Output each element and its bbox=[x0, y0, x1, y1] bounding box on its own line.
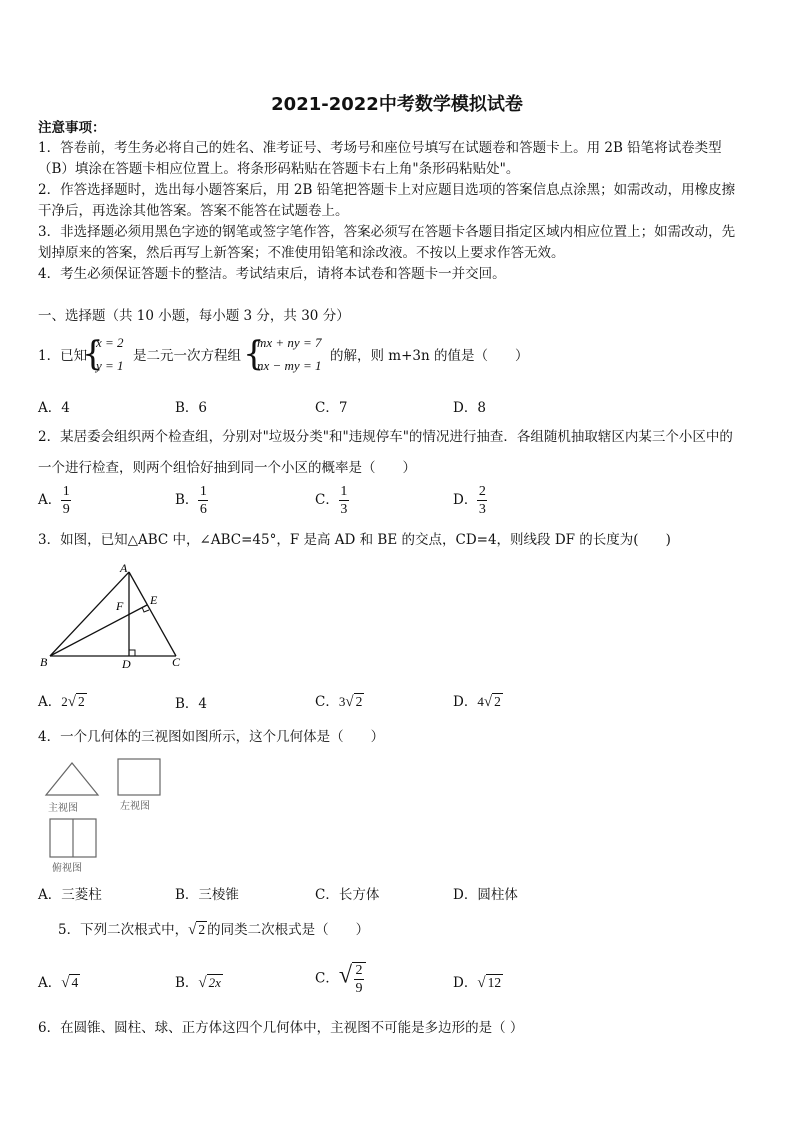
denominator: 3 bbox=[478, 502, 486, 517]
label-e: E bbox=[150, 593, 158, 607]
q1-option-c: C．7 bbox=[315, 400, 348, 416]
notice-line: 2．作答选择题时，选出每小题答案后，用 2B 铅笔把答题卡上对应题目选项的答案信息点涂黑；如需改动，用橡皮擦 bbox=[38, 182, 736, 198]
notice-line: 4．考生必须保证答题卡的整洁。考试结束后，请将本试卷和答题卡一并交回。 bbox=[38, 266, 506, 282]
fraction bbox=[339, 484, 349, 517]
denominator: 3 bbox=[340, 502, 348, 517]
q3-option-b: B．4 bbox=[175, 696, 208, 712]
q4-three-views-figure bbox=[40, 755, 170, 875]
segment-ab bbox=[50, 572, 129, 656]
q2-line-2: 一个进行检查，则两个组恰好抽到同一个小区的概率是（ ） bbox=[38, 460, 416, 476]
segment-ac bbox=[129, 572, 176, 656]
option-label: A． bbox=[38, 694, 62, 710]
option-label: A． bbox=[38, 975, 62, 991]
q1-brace-1: { bbox=[82, 334, 104, 374]
radicand: 2 bbox=[494, 694, 501, 709]
page-title: 2021-2022中考数学模拟试卷 bbox=[271, 94, 523, 115]
radicand: 2 bbox=[77, 694, 85, 709]
sqrt-icon: √ bbox=[338, 962, 353, 989]
option-label: D． bbox=[453, 492, 478, 508]
q2-option-a bbox=[38, 484, 71, 517]
front-view-triangle bbox=[46, 763, 98, 795]
sqrt-icon: √ bbox=[198, 975, 207, 991]
q1-sys2-eq2: nx − my = 1 bbox=[257, 358, 322, 373]
coefficient: 3 bbox=[338, 694, 346, 709]
altitude-be bbox=[50, 605, 147, 656]
notice-line: 干净后，再选涂其他答案。答案不能答在试题卷上。 bbox=[38, 203, 349, 219]
sqrt-icon: √ bbox=[345, 694, 354, 710]
q3-text: 3．如图，已知△ABC 中，∠ABC=45°，F 是高 AD 和 BE 的交点，CD=4，则线段 DF 的长度为( ) bbox=[38, 532, 671, 548]
numerator: 2 bbox=[478, 484, 486, 499]
fraction bbox=[61, 484, 71, 517]
radicand bbox=[352, 962, 366, 996]
option-label: B． bbox=[175, 492, 199, 508]
q2-option-c bbox=[315, 484, 349, 517]
numerator: 1 bbox=[199, 484, 207, 499]
q2-option-b bbox=[175, 484, 208, 517]
left-view-square bbox=[118, 759, 160, 795]
notice-line: （B）填涂在答题卡相应位置上。将条形码粘贴在答题卡右上角"条形码粘贴处"。 bbox=[38, 161, 520, 177]
option-label: D． bbox=[453, 694, 478, 710]
fraction bbox=[354, 963, 364, 996]
notice-heading: 注意事项： bbox=[38, 120, 106, 136]
q6-text: 6．在圆锥、圆柱、球、正方体这四个几何体中，主视图不可能是多边形的是（ ） bbox=[38, 1020, 524, 1036]
label-b: B bbox=[40, 655, 48, 669]
option-label: B． bbox=[175, 975, 199, 991]
q1-brace-2: { bbox=[243, 334, 265, 374]
q5-prefix: 5．下列二次根式中， bbox=[58, 922, 189, 938]
q3-triangle-figure bbox=[36, 560, 196, 672]
q5-option-a bbox=[38, 971, 80, 992]
notice-line: 1．答卷前，考生务必将自己的姓名、准考证号、考场号和座位号填写在试题卷和答题卡上。用 2B 铅笔将试卷类型 bbox=[38, 140, 722, 156]
top-view-label: 俯视图 bbox=[52, 863, 82, 874]
numerator: 1 bbox=[340, 484, 348, 499]
right-angle-mark-d bbox=[129, 650, 135, 656]
q2-line-1: 2．某居委会组织两个检查组，分别对"垃圾分类"和"违规停车"的情况进行抽查．各组随机抽取辖区内某三个小区中的 bbox=[38, 429, 733, 445]
left-view-label: 左视图 bbox=[120, 801, 150, 812]
q1-option-b: B．6 bbox=[175, 400, 208, 416]
q1-option-d: D．8 bbox=[453, 400, 486, 416]
q3-option-a bbox=[38, 690, 87, 711]
q5-option-b bbox=[175, 971, 223, 992]
q2-option-d bbox=[453, 484, 487, 517]
q4-text: 4．一个几何体的三视图如图所示，这个几何体是（ ） bbox=[38, 729, 385, 745]
radicand: 12 bbox=[487, 975, 502, 990]
q1-sys2-eq1: mx + ny = 7 bbox=[257, 335, 322, 350]
q5-text bbox=[58, 920, 369, 940]
q4-option-d: D．圆柱体 bbox=[453, 887, 518, 903]
option-label: D． bbox=[453, 975, 478, 991]
q5-option-d bbox=[453, 971, 503, 992]
label-f: F bbox=[116, 599, 124, 613]
q1-mid: 是二元一次方程组 bbox=[133, 348, 241, 364]
front-view-label: 主视图 bbox=[48, 803, 78, 814]
numerator: 1 bbox=[62, 484, 70, 499]
radicand: 4 bbox=[71, 975, 79, 990]
numerator: 2 bbox=[355, 963, 363, 978]
sqrt-icon: √ bbox=[483, 694, 493, 710]
coefficient: 4 bbox=[477, 694, 484, 709]
fraction bbox=[198, 484, 208, 517]
q4-option-b: B．三棱锥 bbox=[175, 887, 239, 903]
sqrt-icon: √ bbox=[477, 975, 486, 991]
denominator: 9 bbox=[62, 502, 70, 517]
q3-option-c bbox=[315, 690, 364, 711]
q1-suffix: 的解，则 m+3n 的值是（ ） bbox=[330, 348, 529, 364]
fraction bbox=[477, 484, 487, 517]
denominator: 6 bbox=[199, 502, 207, 517]
label-a: A bbox=[120, 561, 128, 575]
q4-option-c: C．长方体 bbox=[315, 887, 380, 903]
notice-line: 3．非选择题必须用黑色字迹的钢笔或签字笔作答，答案必须写在答题卡各题目指定区域内相应位置上；如需改动，先 bbox=[38, 224, 736, 240]
q1-option-a: A．4 bbox=[38, 400, 70, 416]
sqrt-icon: √ bbox=[67, 694, 76, 710]
q4-option-a: A．三菱柱 bbox=[38, 887, 102, 903]
coefficient: 2 bbox=[61, 694, 68, 709]
q3-option-d bbox=[453, 690, 503, 711]
option-label: C． bbox=[315, 492, 339, 508]
notice-line: 划掉原来的答案，然后再写上新答案；不准使用铅笔和涂改液。不按以上要求作答无效。 bbox=[38, 245, 565, 261]
q5-option-c bbox=[315, 962, 366, 996]
sqrt-icon: √ bbox=[61, 975, 70, 991]
radicand: 2x bbox=[208, 975, 221, 990]
radicand: 2 bbox=[198, 922, 206, 937]
option-label: C． bbox=[315, 694, 339, 710]
q1-sys1-eq2: y = 1 bbox=[96, 358, 124, 373]
label-d: D bbox=[122, 657, 131, 671]
denominator: 9 bbox=[355, 981, 363, 996]
q1-prefix: 1．已知 bbox=[38, 348, 88, 364]
section-heading: 一、选择题（共 10 小题，每小题 3 分，共 30 分） bbox=[38, 308, 350, 324]
radicand: 2 bbox=[355, 694, 363, 709]
label-c: C bbox=[172, 655, 181, 669]
option-label: A． bbox=[38, 492, 62, 508]
sqrt-icon: √ bbox=[188, 922, 197, 938]
q5-suffix: 的同类二次根式是（ ） bbox=[207, 922, 370, 938]
option-label: C． bbox=[315, 970, 339, 987]
q1-sys1-eq1: x = 2 bbox=[96, 335, 124, 350]
